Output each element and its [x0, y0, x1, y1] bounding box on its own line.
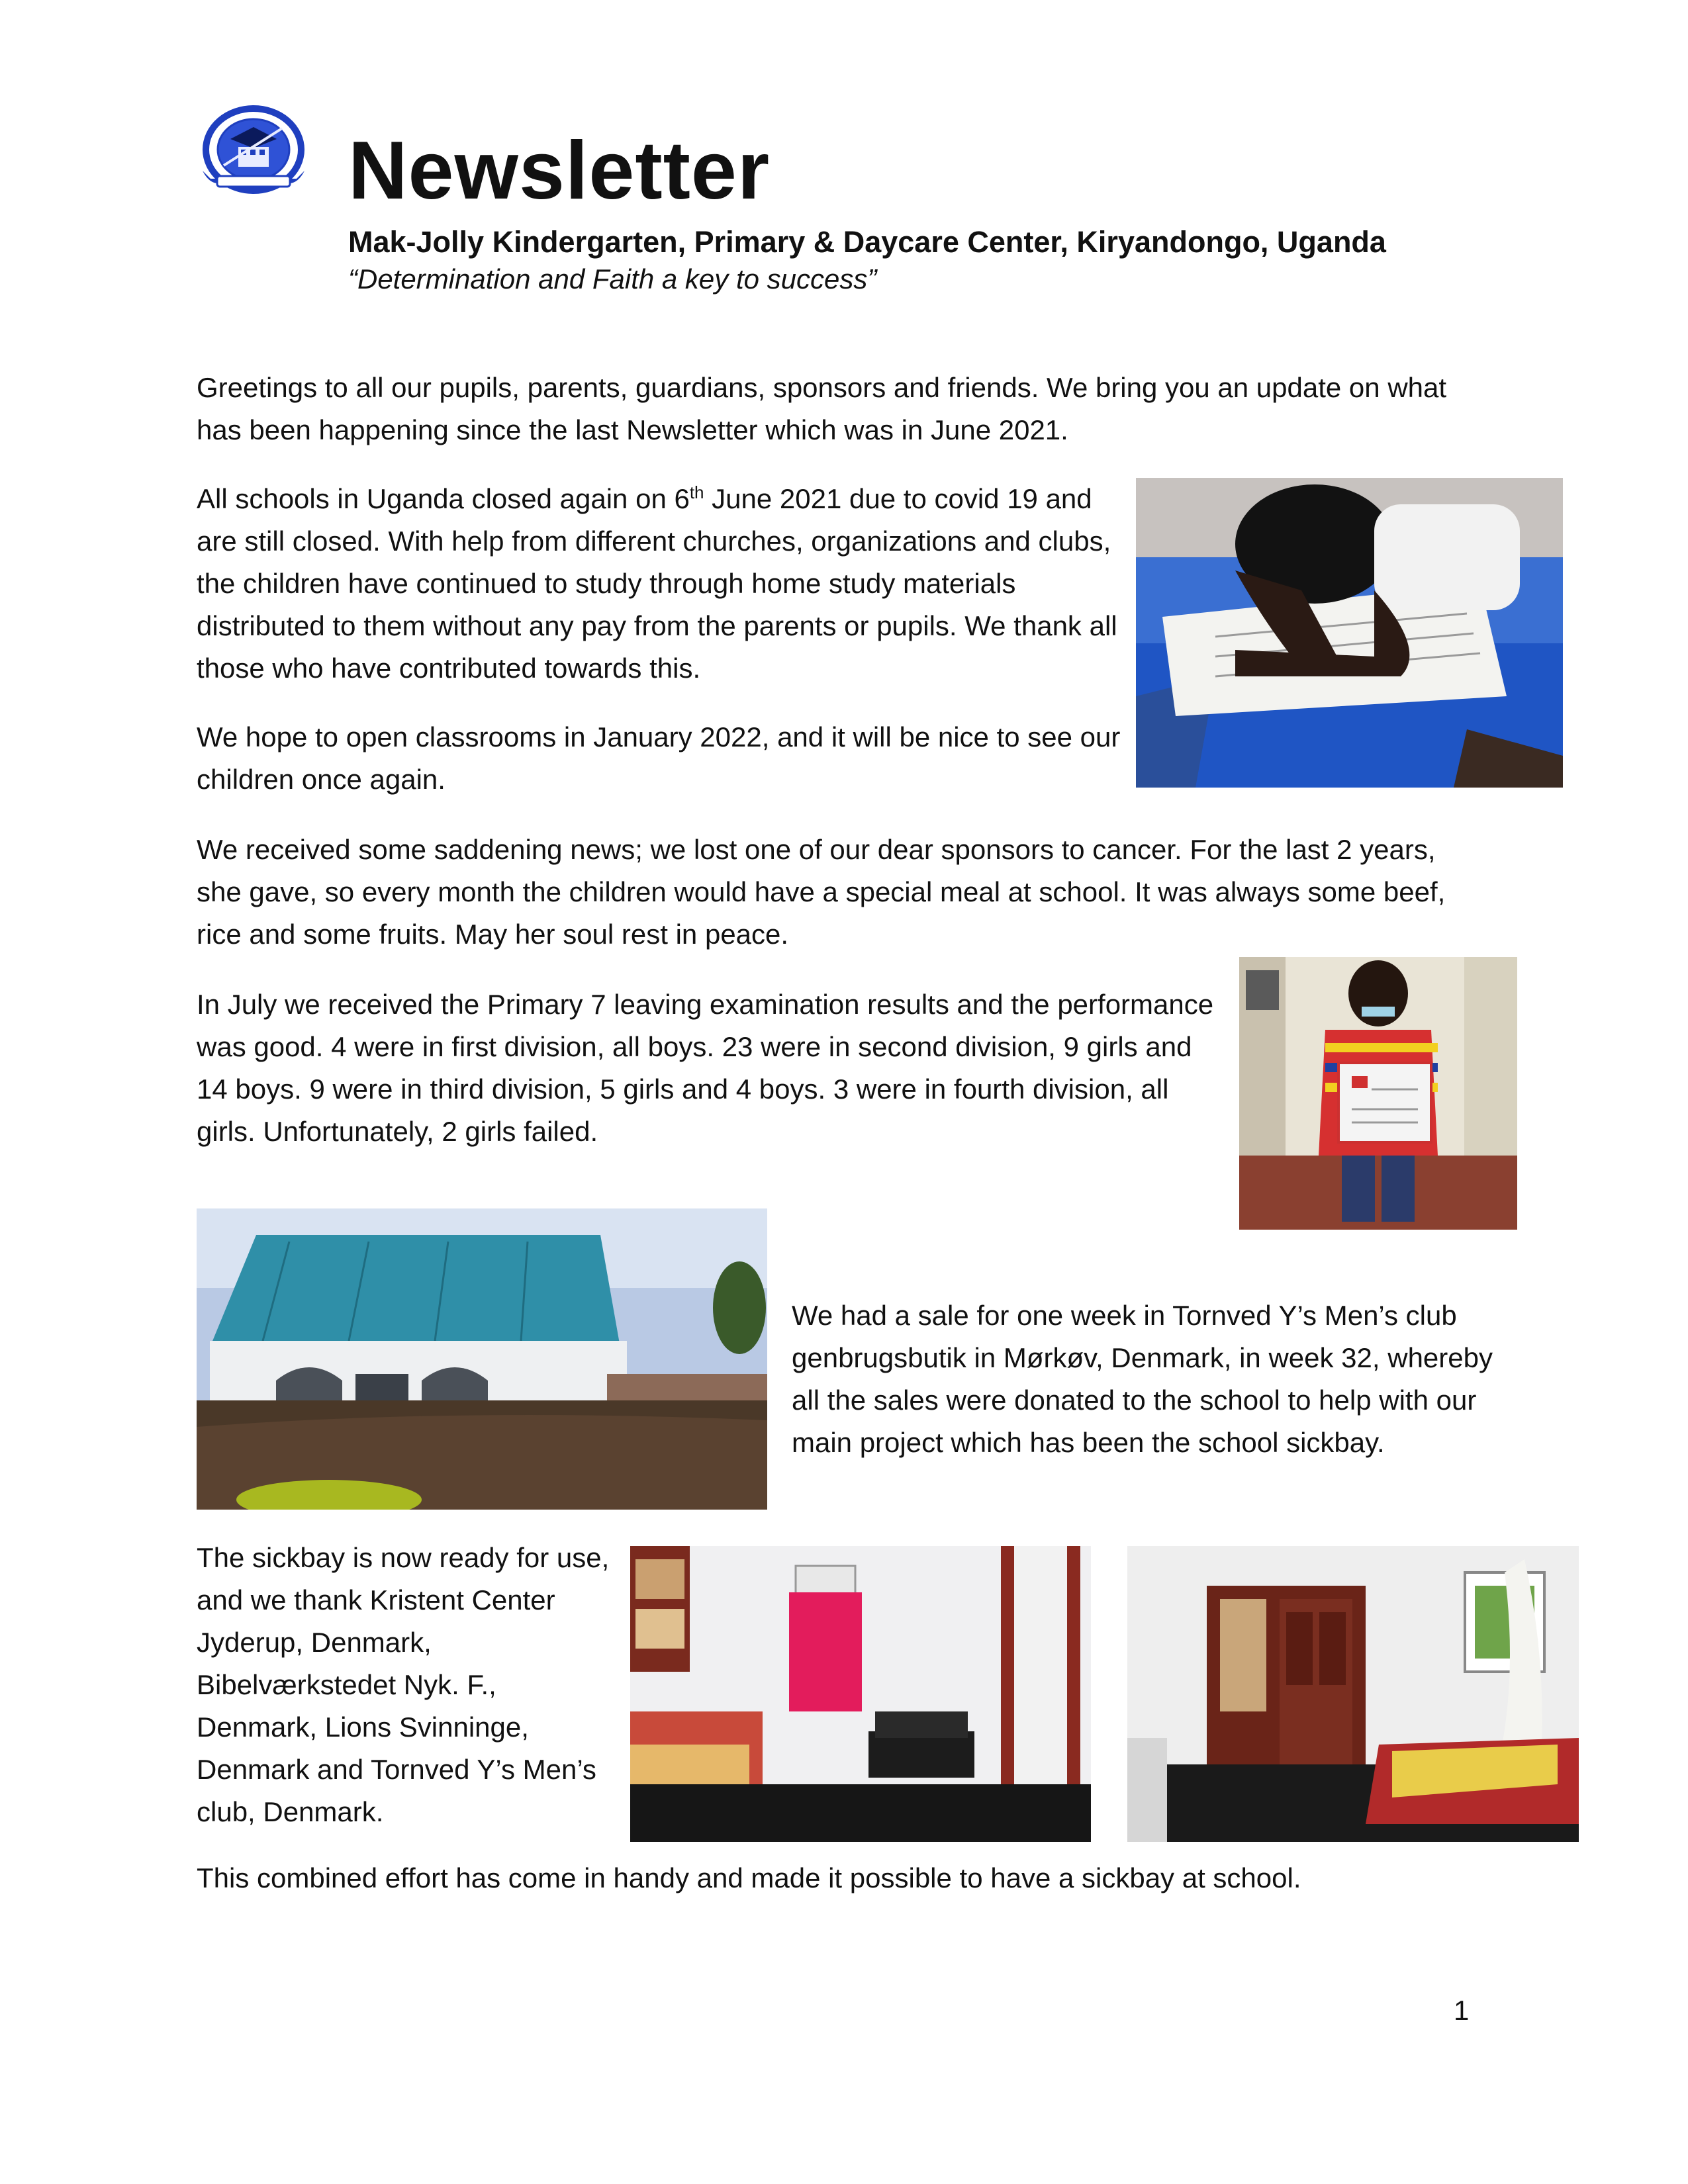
exam-results-paragraph: In July we received the Primary 7 leaving examination results and the performance was good. 4 were in first division, all boys. 23 were in second division, 9 girls and 14 boys. 9 were in third division, 5 girls and 4 boys. 3 were in fourth division, all girls. Unfortunately, 2 girls failed. — [197, 989, 1214, 1147]
closure-text-end: June 2021 due to covid 19 and are still closed. With help from different churches, organizations and clubs, the children have continued to study through home study materials distributed to them without any pay from the parents or pupils. We thank all those who have contributed towards this. — [197, 483, 1117, 684]
school-name-subtitle: Mak-Jolly Kindergarten, Primary & Daycare Center, Kiryandongo, Uganda — [348, 225, 1386, 259]
photo-pupil-certificate — [1239, 957, 1517, 1230]
closure-paragraph — [197, 478, 1123, 690]
photo-sickbay-interior-1 — [630, 1546, 1091, 1842]
closure-text-start: All schools in Uganda closed again on 6 — [197, 483, 690, 514]
photo-child-studying — [1136, 478, 1563, 788]
photo-sickbay-interior-2 — [1127, 1546, 1579, 1842]
page-number: 1 — [1454, 1995, 1470, 2026]
combined-effort-paragraph: This combined effort has come in handy and made it possible to have a sickbay at school. — [197, 1862, 1301, 1893]
school-motto: “Determination and Faith a key to success” — [348, 263, 877, 295]
school-logo — [197, 105, 310, 199]
ordinal-suffix: th — [689, 482, 704, 502]
greeting-paragraph: Greetings to all our pupils, parents, guardians, sponsors and friends. We bring you an update on what has been happening since the last Newsletter which was in June 2021. — [197, 372, 1447, 445]
newsletter-title: Newsletter — [348, 125, 771, 216]
photo-sickbay-building — [197, 1208, 767, 1510]
reopen-paragraph: We hope to open classrooms in January 2022, and it will be nice to see our children once again. — [197, 721, 1121, 795]
sale-paragraph: We had a sale for one week in Tornved Y’s Men’s club genbrugsbutik in Mørkøv, Denmark, in week 32, whereby all the sales were donated to the school to help with our main project which has been the school sickbay. — [792, 1300, 1493, 1458]
sponsor-paragraph: We received some saddening news; we lost one of our dear sponsors to cancer. For the last 2 years, she gave, so every month the children would have a special meal at school. It was always some beef, rice and some fruits. May her soul rest in peace. — [197, 834, 1446, 950]
sickbay-paragraph: The sickbay is now ready for use, and we thank Kristent Center Jyderup, Denmark, Bibelværkstedet Nyk. F., Denmark, Lions Svinninge, Denmark and Tornved Y’s Men’s club, Denmark. — [197, 1542, 610, 1827]
